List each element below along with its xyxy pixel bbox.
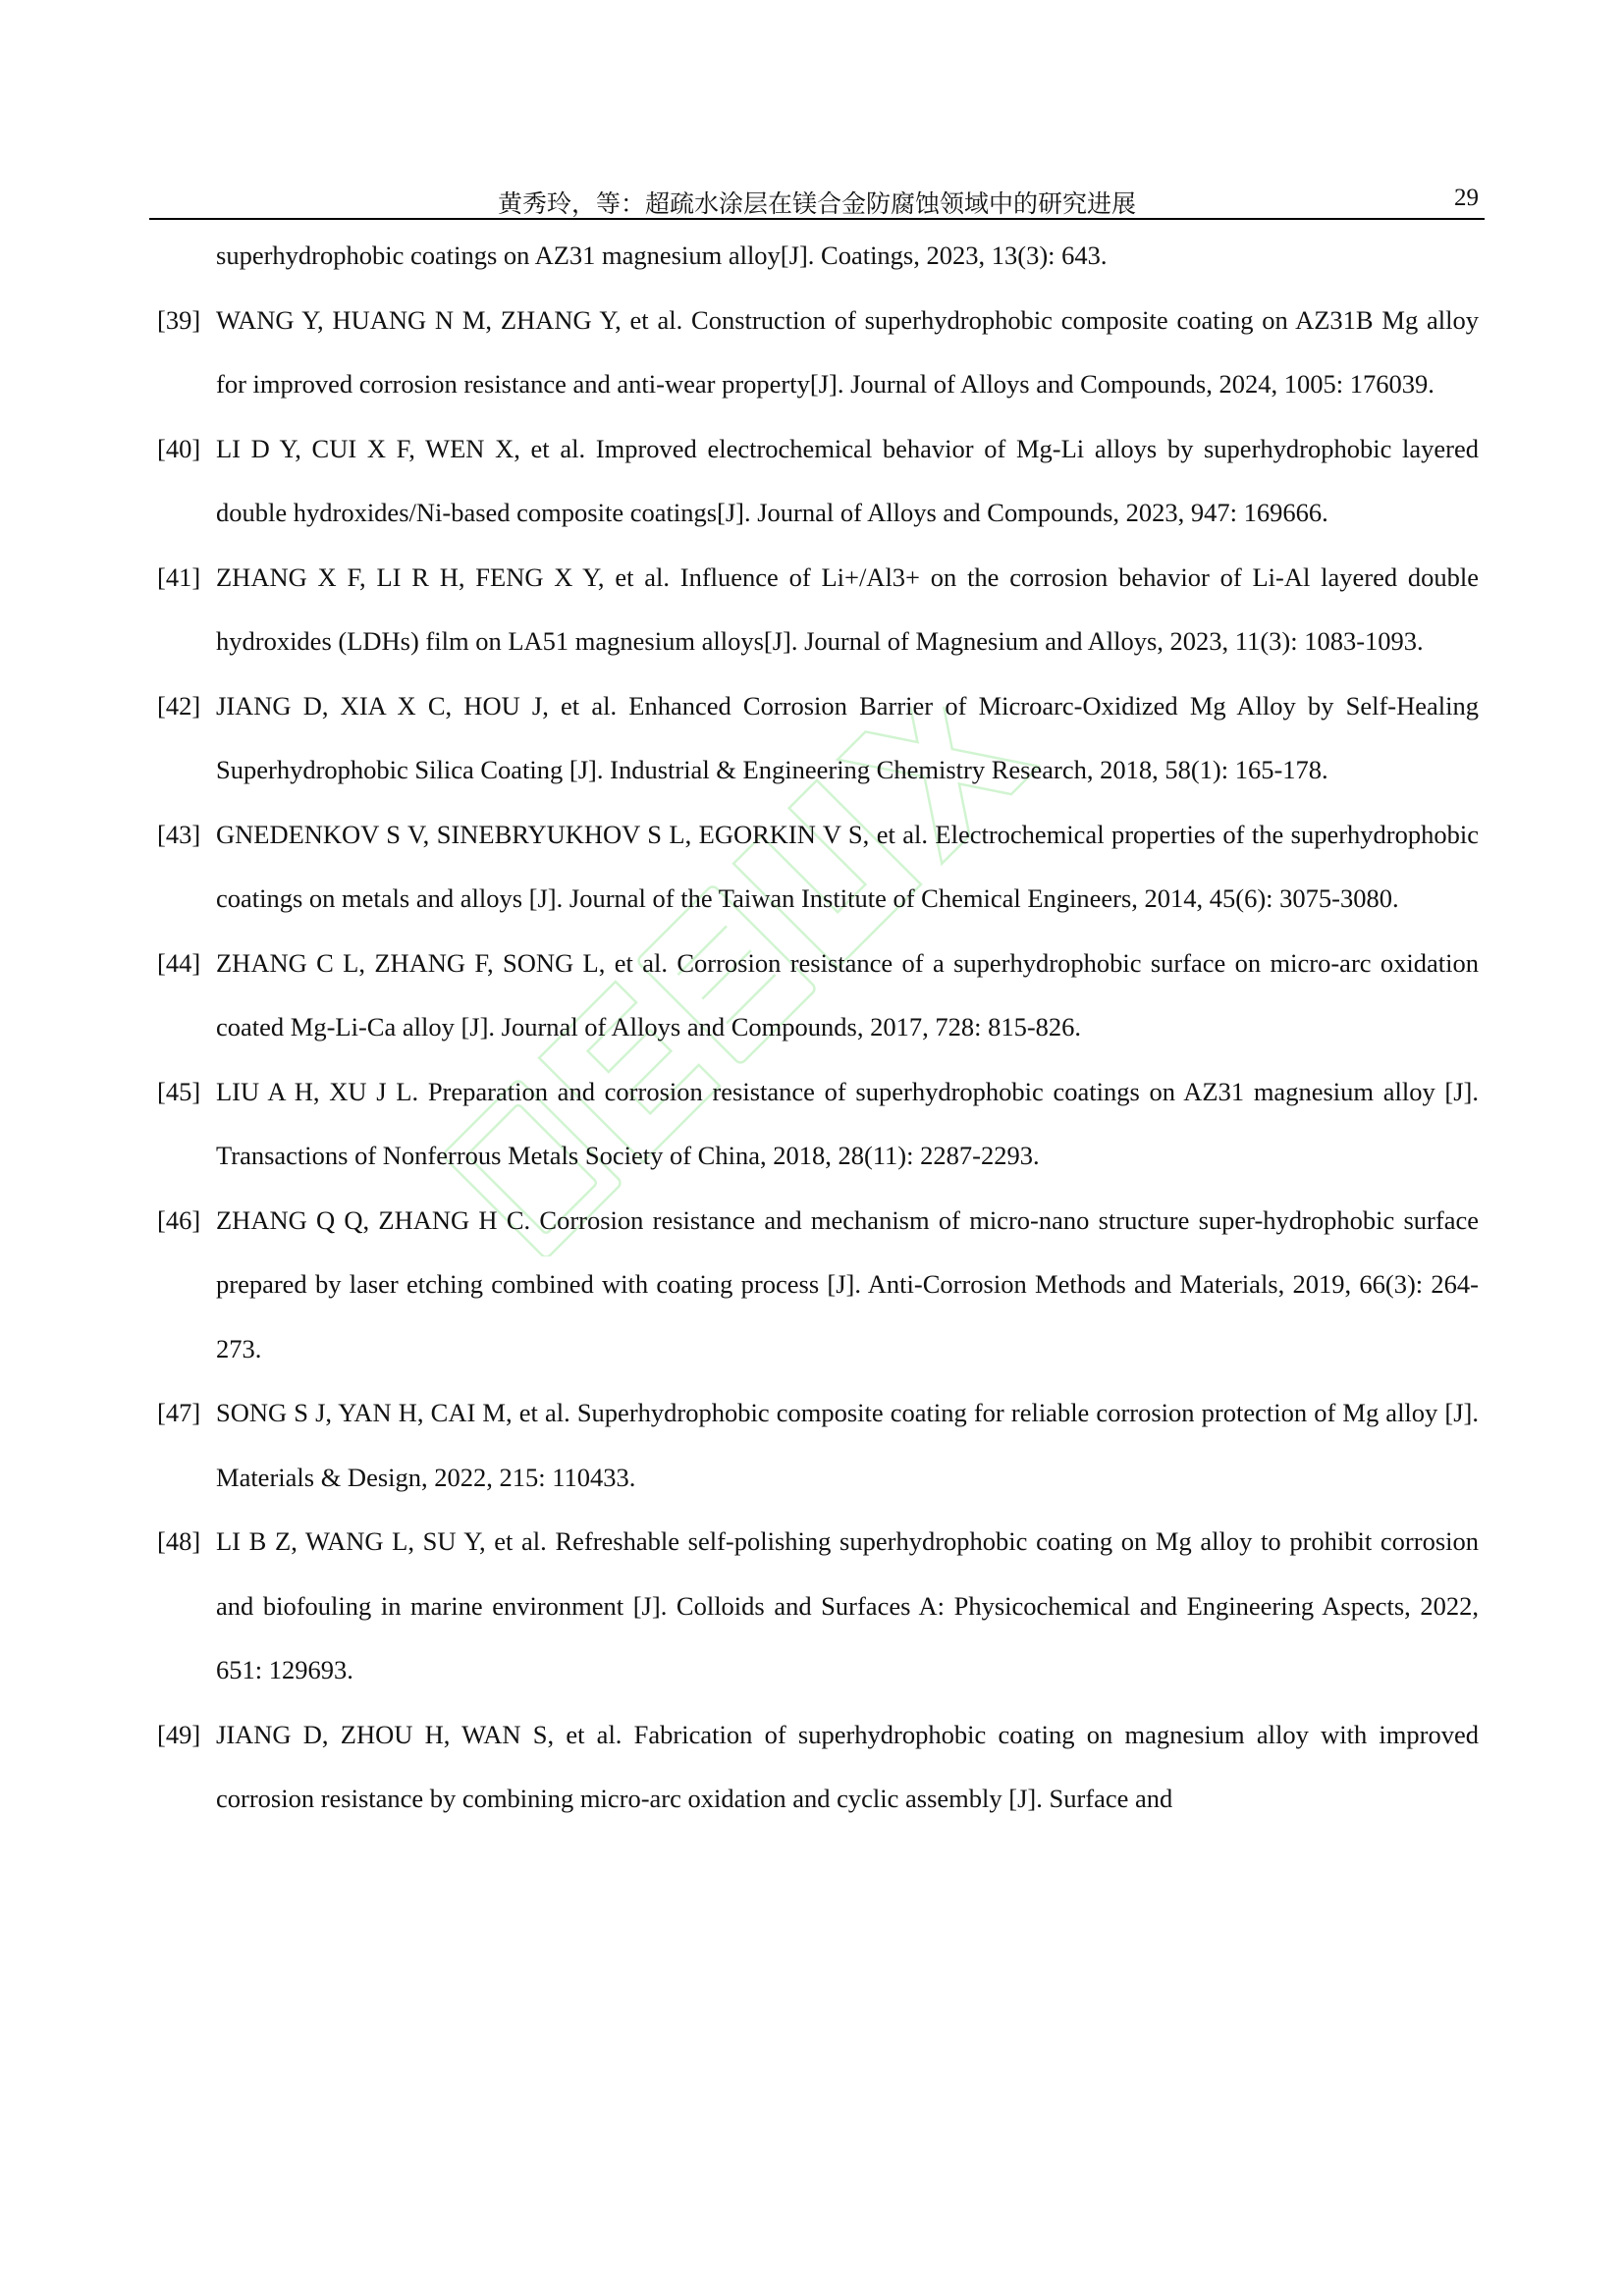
reference-text: ZHANG X F, LI R H, FENG X Y, et al. Influence of Li+/Al3+ on the corrosion behavior of Li-Al layered double hydroxides (LDHs) film on LA51 magnesium alloys[J]. Journal of Magnesium and Alloys, 2023, 11(3): 1083-1093. bbox=[216, 561, 1479, 656]
reference-item bbox=[157, 1510, 1479, 1703]
reference-number: [49] bbox=[157, 1719, 201, 1749]
reference-number: [48] bbox=[157, 1526, 201, 1556]
reference-text: JIANG D, XIA X C, HOU J, et al. Enhanced Corrosion Barrier of Microarc-Oxidized Mg Alloy by Self-Healing Superhydrophobic Silica Coating [J]. Industrial & Engineering Chemistry Research, 2018, 58(1): 165-178. bbox=[216, 690, 1479, 784]
reference-text: JIANG D, ZHOU H, WAN S, et al. Fabrication of superhydrophobic coating on magnesium alloy with improved corrosion resistance by combining micro-arc oxidation and cyclic assembly [J]. Surface and bbox=[216, 1719, 1479, 1813]
reference-text: LI D Y, CUI X F, WEN X, et al. Improved electrochemical behavior of Mg-Li alloys by superhydrophobic layered double hydroxides/Ni-based composite coatings[J]. Journal of Alloys and Compounds, 2023, 947: 169666. bbox=[216, 433, 1479, 527]
reference-item bbox=[157, 932, 1479, 1060]
reference-number: [43] bbox=[157, 819, 201, 849]
reference-number: [41] bbox=[157, 561, 201, 592]
reference-list bbox=[157, 224, 1479, 1832]
reference-text: ZHANG C L, ZHANG F, SONG L, et al. Corrosion resistance of a superhydrophobic surface on micro-arc oxidation coated Mg-Li-Ca alloy [J]. Journal of Alloys and Compounds, 2017, 728: 815-826. bbox=[216, 947, 1479, 1041]
reference-item bbox=[157, 1060, 1479, 1189]
reference-item bbox=[157, 1703, 1479, 1832]
reference-item bbox=[157, 289, 1479, 417]
reference-item bbox=[157, 546, 1479, 674]
reference-text: LI B Z, WANG L, SU Y, et al. Refreshable self-polishing superhydrophobic coating on Mg alloy to prohibit corrosion and biofouling in marine environment [J]. Colloids and Surfaces A: Physicochemical and Engineering Aspects, 2022, 651: 129693. bbox=[216, 1526, 1479, 1684]
reference-continued-text: superhydrophobic coatings on AZ31 magnesium alloy[J]. Coatings, 2023, 13(3): 643. bbox=[216, 240, 1108, 270]
reference-item bbox=[157, 1381, 1479, 1510]
page-number: 29 bbox=[1454, 185, 1479, 211]
reference-number: [42] bbox=[157, 690, 201, 721]
reference-text: GNEDENKOV S V, SINEBRYUKHOV S L, EGORKIN V S, et al. Electrochemical properties of the superhydrophobic coatings on metals and alloys [J]. Journal of the Taiwan Institute of Chemical Engineers, 2014, 45(6): 3075-3080. bbox=[216, 819, 1479, 913]
reference-item bbox=[157, 1189, 1479, 1382]
reference-text: LIU A H, XU J L. Preparation and corrosion resistance of superhydrophobic coatings on AZ31 magnesium alloy [J]. Transactions of Nonferrous Metals Society of China, 2018, 28(11): 2287-2293. bbox=[216, 1076, 1479, 1170]
reference-item bbox=[157, 674, 1479, 803]
reference-number: [47] bbox=[157, 1398, 201, 1427]
running-title: 黄秀玲，等：超疏水涂层在镁合金防腐蚀领域中的研究进展 bbox=[497, 189, 1136, 218]
reference-text: ZHANG Q Q, ZHANG H C. Corrosion resistance and mechanism of micro-nano structure super-hydrophobic surface prepared by laser etching combined with coating process [J]. Anti-Corrosion Methods and Materials, 2019, 66(3): 264-273. bbox=[216, 1204, 1479, 1363]
reference-text: WANG Y, HUANG N M, ZHANG Y, et al. Construction of superhydrophobic composite coating on AZ31B Mg alloy for improved corrosion resistance and anti-wear property[J]. Journal of Alloys and Compounds, 2024, 1005: 176039. bbox=[216, 304, 1479, 399]
reference-item bbox=[157, 417, 1479, 546]
reference-text: SONG S J, YAN H, CAI M, et al. Superhydrophobic composite coating for reliable corrosion protection of Mg alloy [J]. Materials & Design, 2022, 215: 110433. bbox=[216, 1398, 1479, 1492]
reference-number: [39] bbox=[157, 304, 201, 335]
reference-number: [40] bbox=[157, 433, 201, 463]
reference-number: [45] bbox=[157, 1076, 201, 1106]
reference-continued bbox=[157, 224, 1479, 289]
reference-item bbox=[157, 803, 1479, 932]
reference-number: [46] bbox=[157, 1204, 201, 1235]
reference-number: [44] bbox=[157, 947, 201, 978]
running-header bbox=[149, 183, 1485, 220]
